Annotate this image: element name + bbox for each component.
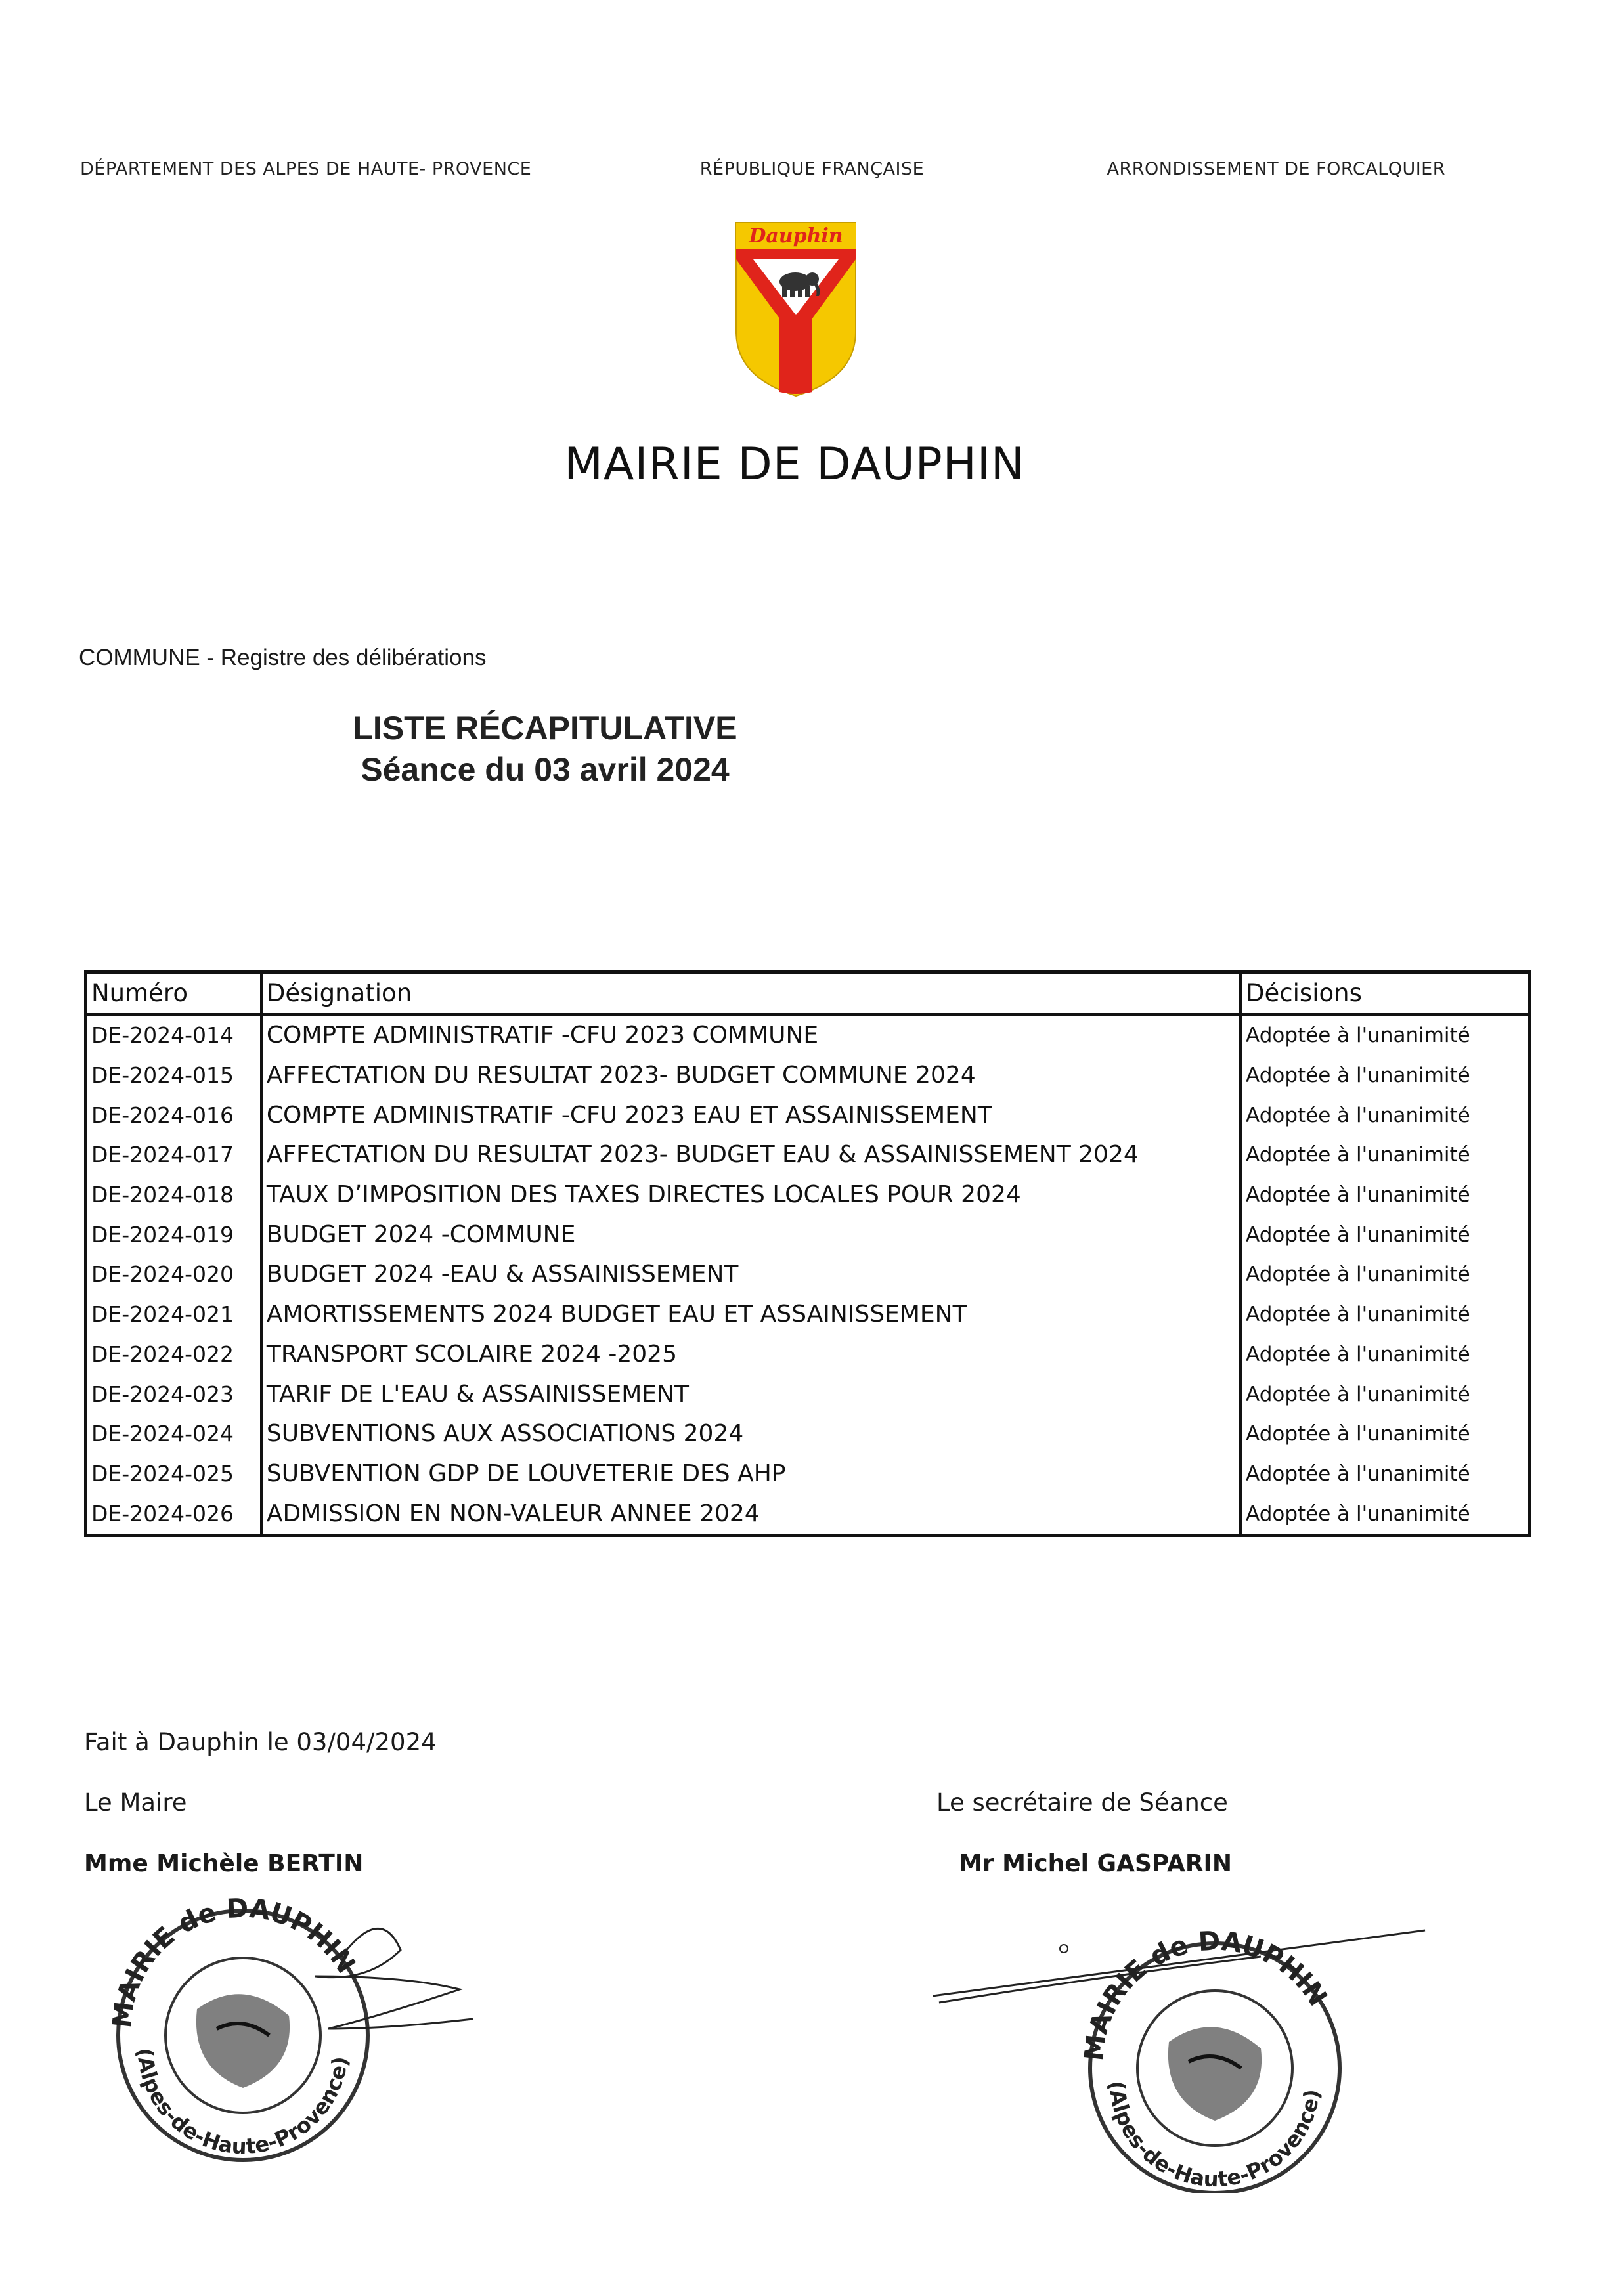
row-designation: COMPTE ADMINISTRATIF -CFU 2023 COMMUNE (261, 1014, 1240, 1056)
header-designation: Désignation (261, 972, 1240, 1015)
table-header-row (86, 972, 1530, 1015)
dauphin-coat-of-arms-logo (734, 220, 858, 399)
row-number: DE-2024-020 (86, 1255, 261, 1295)
row-designation: AFFECTATION DU RESULTAT 2023- BUDGET COMMUNE 2024 (261, 1056, 1240, 1096)
stamp-emblem-icon (196, 1994, 290, 2088)
row-decision: Adoptée à l'unanimité (1240, 1255, 1529, 1295)
department-label: DÉPARTEMENT DES ALPES DE HAUTE- PROVENCE (80, 159, 532, 179)
table-row (86, 1215, 1530, 1255)
row-designation: TARIF DE L'EAU & ASSAINISSEMENT (261, 1374, 1240, 1414)
secretary-label: Le secrétaire de Séance (936, 1788, 1228, 1817)
row-decision: Adoptée à l'unanimité (1240, 1335, 1529, 1375)
secretary-stamp-and-signature (933, 1904, 1458, 2193)
table-row (86, 1295, 1530, 1335)
table-row (86, 1014, 1530, 1056)
row-designation: AMORTISSEMENTS 2024 BUDGET EAU ET ASSAINISSEMENT (261, 1295, 1240, 1335)
row-number: DE-2024-021 (86, 1295, 261, 1335)
row-decision: Adoptée à l'unanimité (1240, 1374, 1529, 1414)
row-number: DE-2024-019 (86, 1215, 261, 1255)
table-row (86, 1414, 1530, 1454)
row-designation: COMPTE ADMINISTRATIF -CFU 2023 EAU ET ASSAINISSEMENT (261, 1095, 1240, 1135)
table-row (86, 1335, 1530, 1375)
table-row (86, 1454, 1530, 1494)
row-decision: Adoptée à l'unanimité (1240, 1175, 1529, 1215)
register-subtitle: COMMUNE - Registre des délibérations (79, 645, 487, 670)
secretary-name: Mr Michel GASPARIN (959, 1850, 1233, 1877)
row-designation: ADMISSION EN NON-VALEUR ANNEE 2024 (261, 1494, 1240, 1535)
row-decision: Adoptée à l'unanimité (1240, 1215, 1529, 1255)
deliberations-table (84, 970, 1531, 1537)
mayor-label: Le Maire (84, 1788, 187, 1817)
table-row (86, 1374, 1530, 1414)
row-designation: TAUX D’IMPOSITION DES TAXES DIRECTES LOCALES POUR 2024 (261, 1175, 1240, 1215)
row-designation: BUDGET 2024 -COMMUNE (261, 1215, 1240, 1255)
row-decision: Adoptée à l'unanimité (1240, 1295, 1529, 1335)
row-decision: Adoptée à l'unanimité (1240, 1014, 1529, 1056)
crest-banner-text: Dauphin (749, 225, 843, 248)
table-row (86, 1135, 1530, 1175)
row-decision: Adoptée à l'unanimité (1240, 1135, 1529, 1175)
signature-place-date: Fait à Dauphin le 03/04/2024 (84, 1728, 437, 1756)
row-designation: AFFECTATION DU RESULTAT 2023- BUDGET EAU & ASSAINISSEMENT 2024 (261, 1135, 1240, 1175)
header-numero: Numéro (86, 972, 261, 1015)
row-designation: SUBVENTION GDP DE LOUVETERIE DES AHP (261, 1454, 1240, 1494)
row-number: DE-2024-016 (86, 1095, 261, 1135)
row-number: DE-2024-025 (86, 1454, 261, 1494)
stamp-emblem-icon (1168, 2027, 1262, 2121)
row-decision: Adoptée à l'unanimité (1240, 1414, 1529, 1454)
row-number: DE-2024-023 (86, 1374, 261, 1414)
row-designation: TRANSPORT SCOLAIRE 2024 -2025 (261, 1335, 1240, 1375)
table-row (86, 1494, 1530, 1535)
stamp-top-text: MAIRIE de DAUPHIN (107, 1893, 361, 2030)
row-number: DE-2024-024 (86, 1414, 261, 1454)
table-row (86, 1095, 1530, 1135)
row-number: DE-2024-014 (86, 1014, 261, 1056)
stamp-bottom-text: (Alpes-de-Haute-Provence) (1104, 2080, 1325, 2192)
republic-label: RÉPUBLIQUE FRANÇAISE (699, 159, 925, 179)
row-decision: Adoptée à l'unanimité (1240, 1454, 1529, 1494)
row-decision: Adoptée à l'unanimité (1240, 1056, 1529, 1096)
row-number: DE-2024-018 (86, 1175, 261, 1215)
row-number: DE-2024-017 (86, 1135, 261, 1175)
stamp-bottom-text: (Alpes-de-Haute-Provence) (132, 2047, 353, 2159)
row-decision: Adoptée à l'unanimité (1240, 1095, 1529, 1135)
stamp-top-text: MAIRIE de DAUPHIN (1079, 1926, 1333, 2063)
session-date: Séance du 03 avril 2024 (361, 751, 730, 788)
table-row (86, 1056, 1530, 1096)
mayor-name: Mme Michèle BERTIN (84, 1850, 364, 1877)
table-row (86, 1175, 1530, 1215)
mayor-stamp-and-signature (92, 1878, 486, 2180)
table-row (86, 1255, 1530, 1295)
page-title: MAIRIE DE DAUPHIN (564, 439, 1025, 490)
row-designation: BUDGET 2024 -EAU & ASSAINISSEMENT (261, 1255, 1240, 1295)
header-decisions: Décisions (1240, 972, 1529, 1015)
list-heading: LISTE RÉCAPITULATIVE (353, 710, 737, 747)
arrondissement-label: ARRONDISSEMENT DE FORCALQUIER (1107, 159, 1445, 179)
row-number: DE-2024-026 (86, 1494, 261, 1535)
row-decision: Adoptée à l'unanimité (1240, 1494, 1529, 1535)
row-number: DE-2024-015 (86, 1056, 261, 1096)
row-number: DE-2024-022 (86, 1335, 261, 1375)
row-designation: SUBVENTIONS AUX ASSOCIATIONS 2024 (261, 1414, 1240, 1454)
